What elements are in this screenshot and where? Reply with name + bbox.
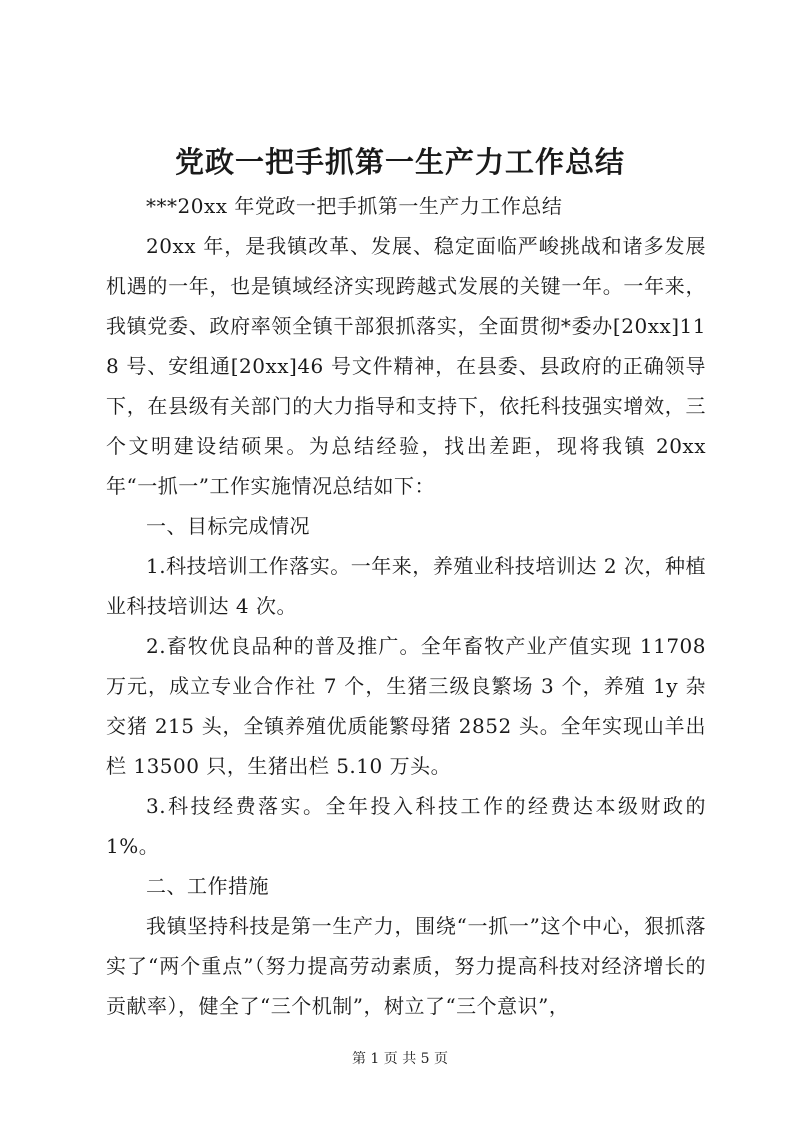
paragraph-item-3: 3.科技经费落实。全年投入科技工作的经费达本级财政的1%。	[106, 794, 706, 858]
paragraph-subtitle: ***20xx 年党政一把手抓第一生产力工作总结	[146, 194, 563, 218]
paragraph-intro: 20xx 年，是我镇改革、发展、稳定面临严峻挑战和诸多发展机遇的一年，也是镇域经济实现跨越式发展的关键一年。一年来，我镇党委、政府率领全镇干部狠抓落实，全面贯彻*委办[20xx]118 号、安组通[20xx]46 号文件精神，在县委、县政府的正确领导下，在县级有关部门的大力指导和支持下，依托科技强实增效，三个文明建设结硕果。为总结经验，找出差距，现将我镇 20xx 年“一抓一”工作实施情况总结如下：	[106, 234, 706, 498]
paragraph-item-1: 1.科技培训工作落实。一年来，养殖业科技培训达 2 次，种植业科技培训达 4 次。	[106, 554, 706, 618]
paragraph-item-2: 2.畜牧优良品种的普及推广。全年畜牧产业产值实现 11708 万元，成立专业合作社 7 个，生猪三级良繁场 3 个，养殖 1y 杂交猪 215 头，全镇养殖优质能繁母猪 2852 头。全年实现山羊出栏 13500 只，生猪出栏 5.10 万头。	[106, 634, 706, 778]
section-heading-goals: 一、目标完成情况	[146, 514, 310, 538]
section-heading-measures: 二、工作措施	[146, 874, 269, 898]
document-body	[106, 186, 706, 1026]
paragraph-measures: 我镇坚持科技是第一生产力，围绕“一抓一”这个中心，狠抓落实了“两个重点”（努力提高劳动素质，努力提高科技对经济增长的贡献率），健全了“三个机制”，树立了“三个意识”，	[106, 914, 706, 1018]
document-title: 党政一把手抓第一生产力工作总结	[174, 145, 625, 179]
page-footer: 第 1 页 共 5 页	[351, 1051, 449, 1067]
